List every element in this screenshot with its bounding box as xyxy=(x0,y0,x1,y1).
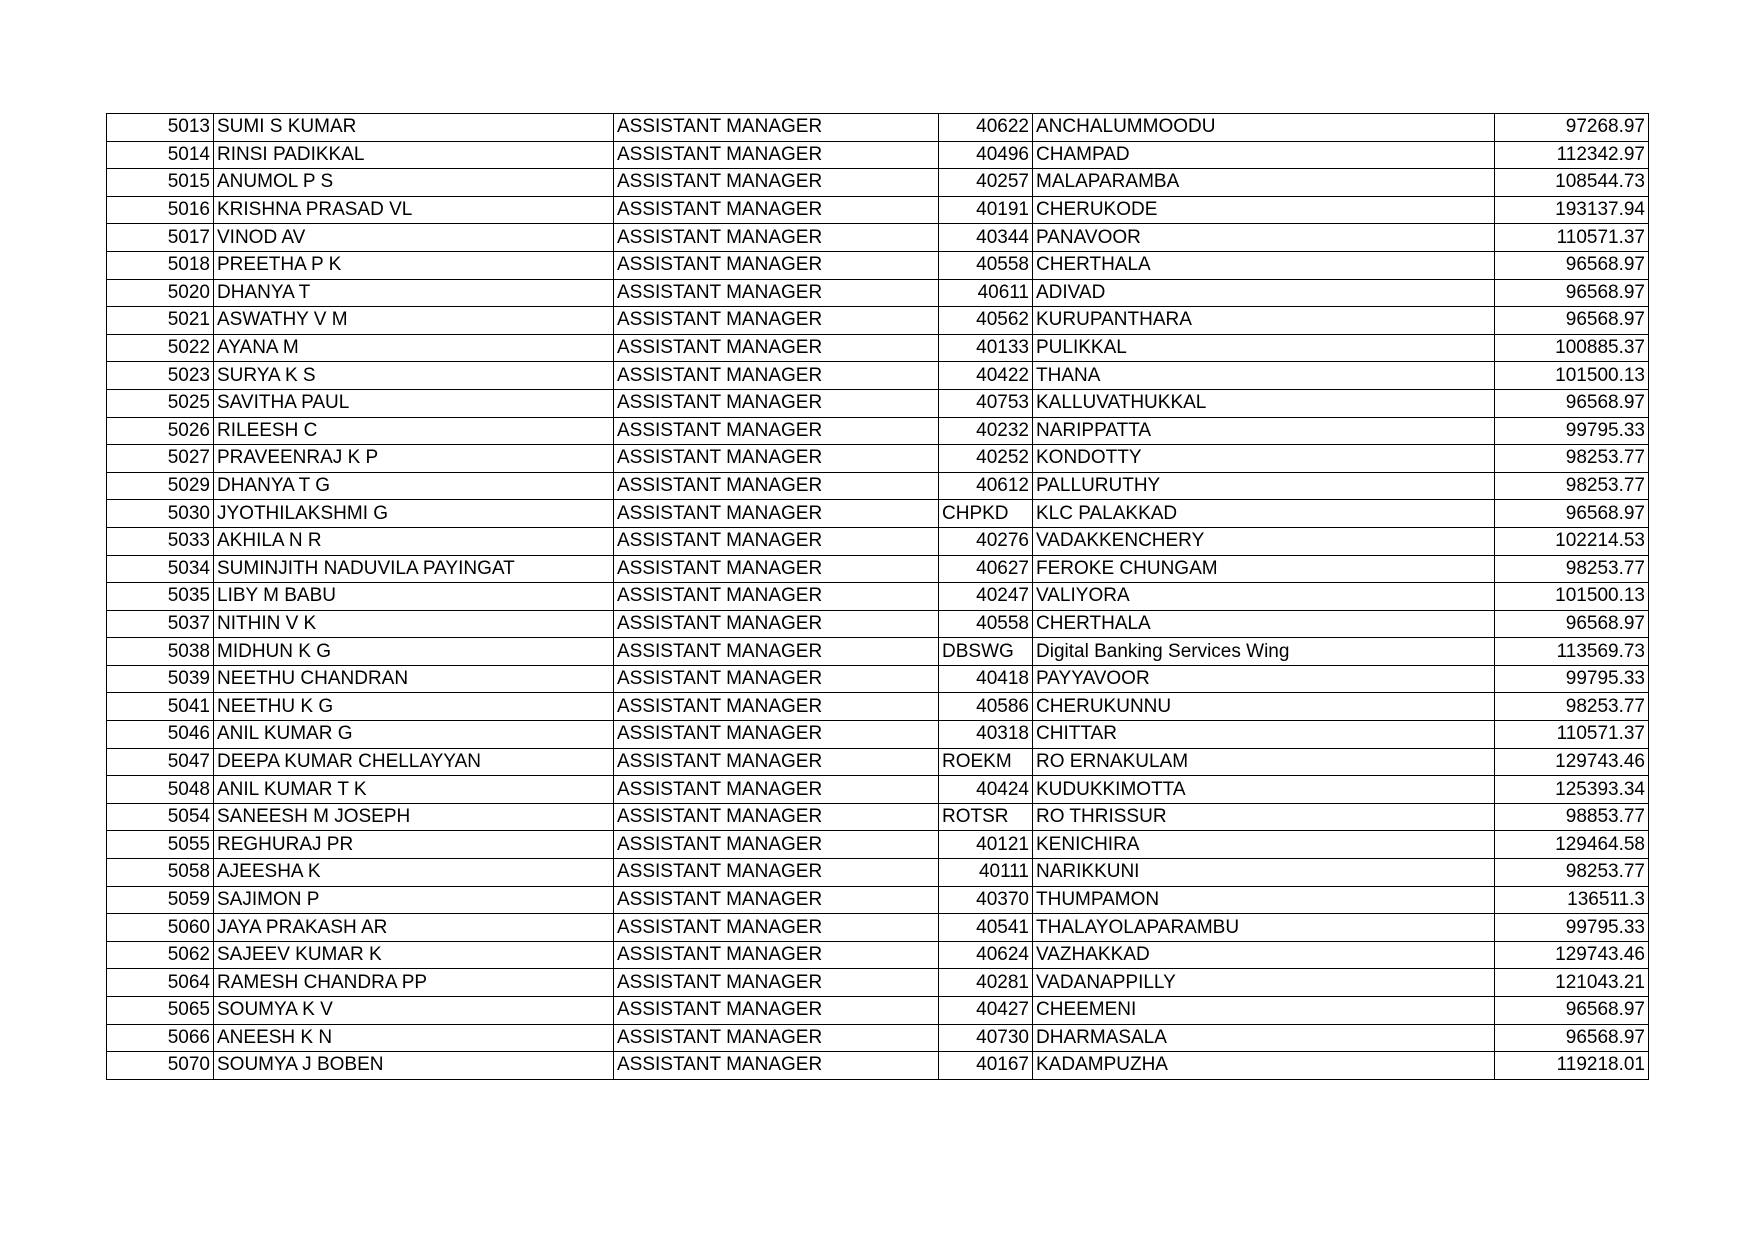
branch-code-cell: 40558 xyxy=(939,610,1033,638)
designation-cell: ASSISTANT MANAGER xyxy=(614,969,939,997)
branch-code-cell: 40541 xyxy=(939,914,1033,942)
employee-id-cell: 5060 xyxy=(107,914,214,942)
table-row xyxy=(107,638,1649,666)
amount-cell: 129743.46 xyxy=(1495,748,1649,776)
table-row xyxy=(107,169,1649,197)
employee-id-cell: 5017 xyxy=(107,224,214,252)
employee-id-cell: 5018 xyxy=(107,251,214,279)
employee-name-cell: ANUMOL P S xyxy=(214,169,614,197)
designation-cell: ASSISTANT MANAGER xyxy=(614,555,939,583)
table-row xyxy=(107,251,1649,279)
table-row xyxy=(107,500,1649,528)
branch-name-cell: KADAMPUZHA xyxy=(1033,1052,1495,1080)
designation-cell: ASSISTANT MANAGER xyxy=(614,417,939,445)
branch-code-cell: 40232 xyxy=(939,417,1033,445)
employee-name-cell: JYOTHILAKSHMI G xyxy=(214,500,614,528)
branch-code-cell: 40344 xyxy=(939,224,1033,252)
designation-cell: ASSISTANT MANAGER xyxy=(614,141,939,169)
table-row xyxy=(107,748,1649,776)
employee-id-cell: 5015 xyxy=(107,169,214,197)
table-row xyxy=(107,583,1649,611)
employee-name-cell: ANEESH K N xyxy=(214,1024,614,1052)
designation-cell: ASSISTANT MANAGER xyxy=(614,500,939,528)
table-row xyxy=(107,886,1649,914)
table-row xyxy=(107,1052,1649,1080)
branch-name-cell: PAYYAVOOR xyxy=(1033,665,1495,693)
amount-cell: 98853.77 xyxy=(1495,803,1649,831)
amount-cell: 96568.97 xyxy=(1495,389,1649,417)
employee-id-cell: 5023 xyxy=(107,362,214,390)
employee-name-cell: JAYA PRAKASH AR xyxy=(214,914,614,942)
employee-id-cell: 5016 xyxy=(107,196,214,224)
branch-name-cell: RO ERNAKULAM xyxy=(1033,748,1495,776)
employee-id-cell: 5064 xyxy=(107,969,214,997)
designation-cell: ASSISTANT MANAGER xyxy=(614,831,939,859)
branch-name-cell: VAZHAKKAD xyxy=(1033,941,1495,969)
branch-name-cell: CHERUKUNNU xyxy=(1033,693,1495,721)
employee-name-cell: NITHIN V K xyxy=(214,610,614,638)
amount-cell: 108544.73 xyxy=(1495,169,1649,197)
branch-code-cell: 40422 xyxy=(939,362,1033,390)
branch-code-cell: 40624 xyxy=(939,941,1033,969)
designation-cell: ASSISTANT MANAGER xyxy=(614,997,939,1025)
branch-code-cell: 40318 xyxy=(939,721,1033,749)
amount-cell: 96568.97 xyxy=(1495,307,1649,335)
table-row xyxy=(107,721,1649,749)
table-row xyxy=(107,279,1649,307)
table-row xyxy=(107,1024,1649,1052)
table-row xyxy=(107,472,1649,500)
designation-cell: ASSISTANT MANAGER xyxy=(614,114,939,142)
branch-code-cell: 40627 xyxy=(939,555,1033,583)
employee-id-cell: 5058 xyxy=(107,859,214,887)
employee-id-cell: 5054 xyxy=(107,803,214,831)
branch-code-cell: 40370 xyxy=(939,886,1033,914)
table-row xyxy=(107,665,1649,693)
employee-id-cell: 5037 xyxy=(107,610,214,638)
designation-cell: ASSISTANT MANAGER xyxy=(614,334,939,362)
branch-code-cell: 40276 xyxy=(939,527,1033,555)
branch-name-cell: ANCHALUMMOODU xyxy=(1033,114,1495,142)
employee-id-cell: 5025 xyxy=(107,389,214,417)
designation-cell: ASSISTANT MANAGER xyxy=(614,472,939,500)
designation-cell: ASSISTANT MANAGER xyxy=(614,583,939,611)
employee-name-cell: SAJIMON P xyxy=(214,886,614,914)
employee-id-cell: 5026 xyxy=(107,417,214,445)
employee-name-cell: SAVITHA PAUL xyxy=(214,389,614,417)
branch-code-cell: 40121 xyxy=(939,831,1033,859)
table-row xyxy=(107,224,1649,252)
table-row xyxy=(107,445,1649,473)
branch-code-cell: 40252 xyxy=(939,445,1033,473)
employee-name-cell: NEETHU K G xyxy=(214,693,614,721)
branch-code-cell: DBSWG xyxy=(939,638,1033,666)
employee-id-cell: 5066 xyxy=(107,1024,214,1052)
employee-id-cell: 5027 xyxy=(107,445,214,473)
table-row xyxy=(107,307,1649,335)
table-row xyxy=(107,693,1649,721)
branch-name-cell: NARIKKUNI xyxy=(1033,859,1495,887)
employee-name-cell: RINSI PADIKKAL xyxy=(214,141,614,169)
branch-code-cell: CHPKD xyxy=(939,500,1033,528)
branch-name-cell: FEROKE CHUNGAM xyxy=(1033,555,1495,583)
amount-cell: 99795.33 xyxy=(1495,417,1649,445)
table-row xyxy=(107,914,1649,942)
amount-cell: 99795.33 xyxy=(1495,914,1649,942)
employee-id-cell: 5033 xyxy=(107,527,214,555)
amount-cell: 102214.53 xyxy=(1495,527,1649,555)
employee-id-cell: 5059 xyxy=(107,886,214,914)
employee-name-cell: PRAVEENRAJ K P xyxy=(214,445,614,473)
designation-cell: ASSISTANT MANAGER xyxy=(614,389,939,417)
employee-id-cell: 5070 xyxy=(107,1052,214,1080)
branch-name-cell: CHERUKODE xyxy=(1033,196,1495,224)
employee-name-cell: LIBY M BABU xyxy=(214,583,614,611)
branch-code-cell: 40612 xyxy=(939,472,1033,500)
designation-cell: ASSISTANT MANAGER xyxy=(614,445,939,473)
branch-code-cell: 40586 xyxy=(939,693,1033,721)
employee-id-cell: 5055 xyxy=(107,831,214,859)
designation-cell: ASSISTANT MANAGER xyxy=(614,748,939,776)
designation-cell: ASSISTANT MANAGER xyxy=(614,693,939,721)
amount-cell: 96568.97 xyxy=(1495,1024,1649,1052)
designation-cell: ASSISTANT MANAGER xyxy=(614,1024,939,1052)
employee-name-cell: VINOD AV xyxy=(214,224,614,252)
designation-cell: ASSISTANT MANAGER xyxy=(614,169,939,197)
branch-code-cell: 40111 xyxy=(939,859,1033,887)
table-row xyxy=(107,555,1649,583)
amount-cell: 98253.77 xyxy=(1495,445,1649,473)
branch-name-cell: CHERTHALA xyxy=(1033,251,1495,279)
branch-name-cell: CHAMPAD xyxy=(1033,141,1495,169)
amount-cell: 125393.34 xyxy=(1495,776,1649,804)
branch-code-cell: 40418 xyxy=(939,665,1033,693)
branch-name-cell: PANAVOOR xyxy=(1033,224,1495,252)
amount-cell: 100885.37 xyxy=(1495,334,1649,362)
amount-cell: 121043.21 xyxy=(1495,969,1649,997)
branch-code-cell: 40562 xyxy=(939,307,1033,335)
branch-code-cell: 40730 xyxy=(939,1024,1033,1052)
designation-cell: ASSISTANT MANAGER xyxy=(614,886,939,914)
branch-code-cell: 40424 xyxy=(939,776,1033,804)
employee-id-cell: 5021 xyxy=(107,307,214,335)
amount-cell: 119218.01 xyxy=(1495,1052,1649,1080)
table-row xyxy=(107,776,1649,804)
employee-id-cell: 5030 xyxy=(107,500,214,528)
amount-cell: 99795.33 xyxy=(1495,665,1649,693)
designation-cell: ASSISTANT MANAGER xyxy=(614,665,939,693)
branch-code-cell: 40247 xyxy=(939,583,1033,611)
amount-cell: 96568.97 xyxy=(1495,251,1649,279)
table-row xyxy=(107,196,1649,224)
amount-cell: 97268.97 xyxy=(1495,114,1649,142)
employee-name-cell: SOUMYA K V xyxy=(214,997,614,1025)
employee-name-cell: SANEESH M JOSEPH xyxy=(214,803,614,831)
branch-code-cell: 40257 xyxy=(939,169,1033,197)
branch-code-cell: 40427 xyxy=(939,997,1033,1025)
branch-name-cell: KONDOTTY xyxy=(1033,445,1495,473)
table-row xyxy=(107,141,1649,169)
employee-id-cell: 5048 xyxy=(107,776,214,804)
table-row xyxy=(107,803,1649,831)
table-row xyxy=(107,859,1649,887)
employee-name-cell: DEEPA KUMAR CHELLAYYAN xyxy=(214,748,614,776)
employee-id-cell: 5041 xyxy=(107,693,214,721)
amount-cell: 112342.97 xyxy=(1495,141,1649,169)
table-row xyxy=(107,389,1649,417)
employee-name-cell: DHANYA T xyxy=(214,279,614,307)
amount-cell: 98253.77 xyxy=(1495,555,1649,583)
designation-cell: ASSISTANT MANAGER xyxy=(614,307,939,335)
amount-cell: 96568.97 xyxy=(1495,279,1649,307)
branch-code-cell: 40611 xyxy=(939,279,1033,307)
branch-name-cell: CHERTHALA xyxy=(1033,610,1495,638)
employee-id-cell: 5013 xyxy=(107,114,214,142)
employee-id-cell: 5029 xyxy=(107,472,214,500)
table-row xyxy=(107,114,1649,142)
employee-name-cell: PREETHA P K xyxy=(214,251,614,279)
designation-cell: ASSISTANT MANAGER xyxy=(614,721,939,749)
employee-name-cell: SUMINJITH NADUVILA PAYINGAT xyxy=(214,555,614,583)
employee-id-cell: 5038 xyxy=(107,638,214,666)
branch-name-cell: CHITTAR xyxy=(1033,721,1495,749)
employee-name-cell: RAMESH CHANDRA PP xyxy=(214,969,614,997)
designation-cell: ASSISTANT MANAGER xyxy=(614,776,939,804)
amount-cell: 129464.58 xyxy=(1495,831,1649,859)
designation-cell: ASSISTANT MANAGER xyxy=(614,224,939,252)
employee-id-cell: 5035 xyxy=(107,583,214,611)
table-row xyxy=(107,941,1649,969)
employee-id-cell: 5014 xyxy=(107,141,214,169)
branch-name-cell: KLC PALAKKAD xyxy=(1033,500,1495,528)
table-row xyxy=(107,527,1649,555)
branch-name-cell: DHARMASALA xyxy=(1033,1024,1495,1052)
employee-name-cell: ASWATHY V M xyxy=(214,307,614,335)
branch-name-cell: RO THRISSUR xyxy=(1033,803,1495,831)
branch-code-cell: 40558 xyxy=(939,251,1033,279)
employee-id-cell: 5022 xyxy=(107,334,214,362)
branch-name-cell: PALLURUTHY xyxy=(1033,472,1495,500)
amount-cell: 110571.37 xyxy=(1495,224,1649,252)
amount-cell: 96568.97 xyxy=(1495,997,1649,1025)
designation-cell: ASSISTANT MANAGER xyxy=(614,196,939,224)
staff-table-body xyxy=(107,114,1649,1080)
employee-id-cell: 5039 xyxy=(107,665,214,693)
amount-cell: 113569.73 xyxy=(1495,638,1649,666)
branch-code-cell: 40753 xyxy=(939,389,1033,417)
branch-name-cell: Digital Banking Services Wing xyxy=(1033,638,1495,666)
employee-name-cell: AYANA M xyxy=(214,334,614,362)
designation-cell: ASSISTANT MANAGER xyxy=(614,914,939,942)
branch-code-cell: 40191 xyxy=(939,196,1033,224)
employee-name-cell: REGHURAJ PR xyxy=(214,831,614,859)
designation-cell: ASSISTANT MANAGER xyxy=(614,803,939,831)
branch-name-cell: ADIVAD xyxy=(1033,279,1495,307)
table-row xyxy=(107,969,1649,997)
amount-cell: 98253.77 xyxy=(1495,859,1649,887)
branch-code-cell: ROTSR xyxy=(939,803,1033,831)
employee-name-cell: ANIL KUMAR T K xyxy=(214,776,614,804)
branch-code-cell: ROEKM xyxy=(939,748,1033,776)
amount-cell: 136511.3 xyxy=(1495,886,1649,914)
branch-name-cell: NARIPPATTA xyxy=(1033,417,1495,445)
employee-name-cell: SAJEEV KUMAR K xyxy=(214,941,614,969)
amount-cell: 98253.77 xyxy=(1495,472,1649,500)
employee-name-cell: AJEESHA K xyxy=(214,859,614,887)
employee-name-cell: RILEESH C xyxy=(214,417,614,445)
branch-name-cell: PULIKKAL xyxy=(1033,334,1495,362)
employee-name-cell: SUMI S KUMAR xyxy=(214,114,614,142)
employee-name-cell: AKHILA N R xyxy=(214,527,614,555)
employee-name-cell: DHANYA T G xyxy=(214,472,614,500)
branch-code-cell: 40622 xyxy=(939,114,1033,142)
amount-cell: 101500.13 xyxy=(1495,583,1649,611)
branch-name-cell: KENICHIRA xyxy=(1033,831,1495,859)
amount-cell: 193137.94 xyxy=(1495,196,1649,224)
employee-name-cell: SURYA K S xyxy=(214,362,614,390)
branch-name-cell: VALIYORA xyxy=(1033,583,1495,611)
amount-cell: 96568.97 xyxy=(1495,500,1649,528)
table-row xyxy=(107,362,1649,390)
amount-cell: 101500.13 xyxy=(1495,362,1649,390)
designation-cell: ASSISTANT MANAGER xyxy=(614,362,939,390)
branch-name-cell: THANA xyxy=(1033,362,1495,390)
employee-id-cell: 5047 xyxy=(107,748,214,776)
employee-id-cell: 5062 xyxy=(107,941,214,969)
branch-name-cell: THUMPAMON xyxy=(1033,886,1495,914)
amount-cell: 98253.77 xyxy=(1495,693,1649,721)
employee-name-cell: MIDHUN K G xyxy=(214,638,614,666)
branch-code-cell: 40167 xyxy=(939,1052,1033,1080)
table-row xyxy=(107,610,1649,638)
employee-name-cell: KRISHNA PRASAD VL xyxy=(214,196,614,224)
branch-name-cell: KURUPANTHARA xyxy=(1033,307,1495,335)
branch-code-cell: 40281 xyxy=(939,969,1033,997)
branch-name-cell: VADAKKENCHERY xyxy=(1033,527,1495,555)
designation-cell: ASSISTANT MANAGER xyxy=(614,638,939,666)
employee-name-cell: ANIL KUMAR G xyxy=(214,721,614,749)
table-row xyxy=(107,997,1649,1025)
branch-name-cell: KALLUVATHUKKAL xyxy=(1033,389,1495,417)
designation-cell: ASSISTANT MANAGER xyxy=(614,1052,939,1080)
branch-code-cell: 40133 xyxy=(939,334,1033,362)
employee-name-cell: NEETHU CHANDRAN xyxy=(214,665,614,693)
branch-name-cell: KUDUKKIMOTTA xyxy=(1033,776,1495,804)
designation-cell: ASSISTANT MANAGER xyxy=(614,859,939,887)
designation-cell: ASSISTANT MANAGER xyxy=(614,251,939,279)
amount-cell: 96568.97 xyxy=(1495,610,1649,638)
table-row xyxy=(107,831,1649,859)
branch-code-cell: 40496 xyxy=(939,141,1033,169)
branch-name-cell: VADANAPPILLY xyxy=(1033,969,1495,997)
employee-id-cell: 5034 xyxy=(107,555,214,583)
designation-cell: ASSISTANT MANAGER xyxy=(614,941,939,969)
employee-id-cell: 5065 xyxy=(107,997,214,1025)
designation-cell: ASSISTANT MANAGER xyxy=(614,610,939,638)
table-row xyxy=(107,417,1649,445)
designation-cell: ASSISTANT MANAGER xyxy=(614,527,939,555)
branch-name-cell: THALAYOLAPARAMBU xyxy=(1033,914,1495,942)
designation-cell: ASSISTANT MANAGER xyxy=(614,279,939,307)
amount-cell: 129743.46 xyxy=(1495,941,1649,969)
employee-name-cell: SOUMYA J BOBEN xyxy=(214,1052,614,1080)
employee-id-cell: 5020 xyxy=(107,279,214,307)
table-row xyxy=(107,334,1649,362)
branch-name-cell: CHEEMENI xyxy=(1033,997,1495,1025)
staff-table xyxy=(106,113,1649,1080)
employee-id-cell: 5046 xyxy=(107,721,214,749)
amount-cell: 110571.37 xyxy=(1495,721,1649,749)
branch-name-cell: MALAPARAMBA xyxy=(1033,169,1495,197)
